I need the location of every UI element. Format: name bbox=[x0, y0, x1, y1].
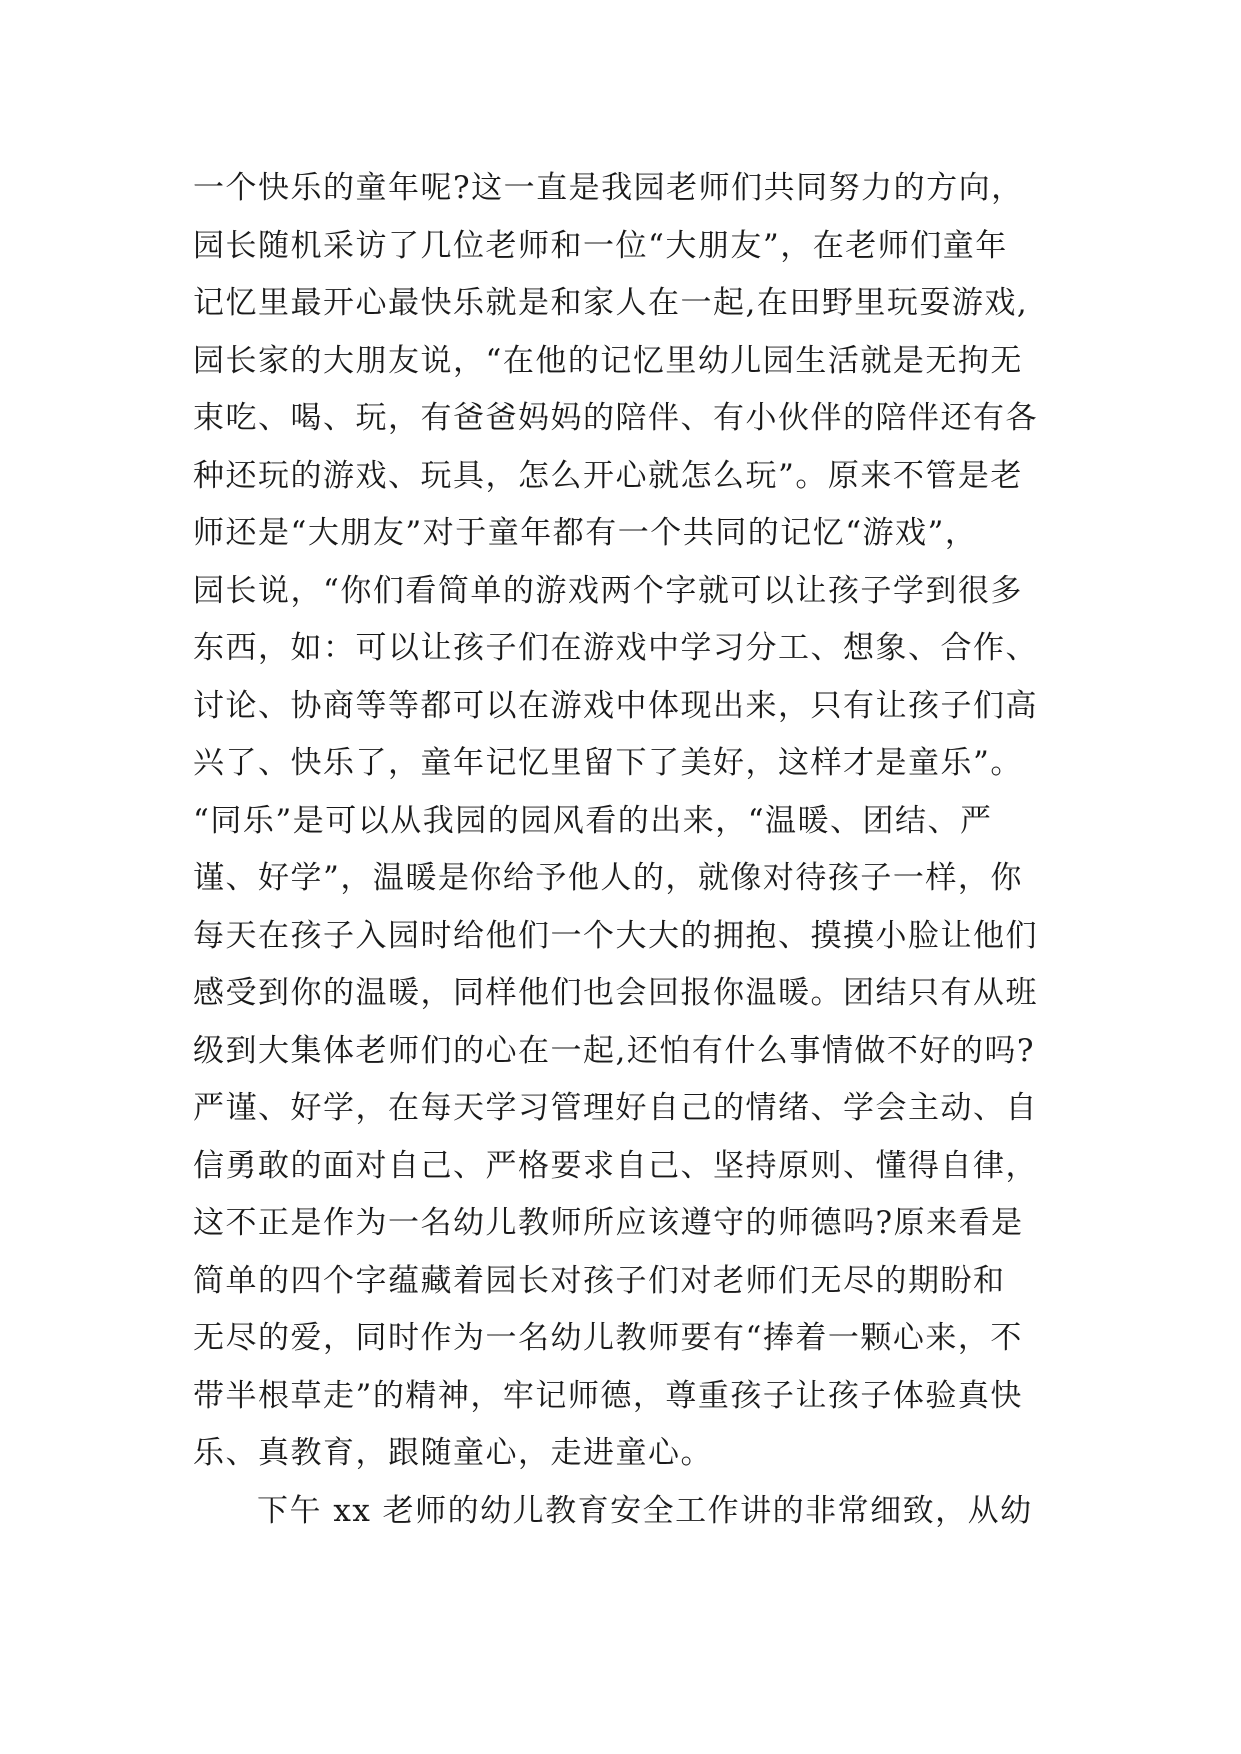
body-text bbox=[193, 160, 1073, 1540]
text-line: 严谨、好学，在每天学习管理好自己的情绪、学会主动、自 bbox=[193, 1090, 1038, 1126]
text-line: 讨论、协商等等都可以在游戏中体现出来，只有让孩子们高 bbox=[193, 687, 1038, 724]
text-line: 束吃、喝、玩，有爸爸妈妈的陪伴、有小伙伴的陪伴还有各 bbox=[193, 400, 1038, 436]
text-line: 园长随机采访了几位老师和一位“大朋友”，在老师们童年 bbox=[193, 227, 1008, 264]
text-line: 带半根草走”的精神，牢记师德，尊重孩子让孩子体验真快 bbox=[193, 1377, 1023, 1414]
text-line: 感受到你的温暖，同样他们也会回报你温暖。团结只有从班 bbox=[193, 975, 1038, 1011]
text-line: 种还玩的游戏、玩具，怎么开心就怎么玩”。原来不管是老 bbox=[193, 457, 1023, 494]
text-line: 这不正是作为一名幼儿教师所应该遵守的师德吗?原来看是 bbox=[193, 1205, 1024, 1241]
text-line: 级到大集体老师们的心在一起,还怕有什么事情做不好的吗? bbox=[193, 1032, 1035, 1069]
text-line: “同乐”是可以从我园的园风看的出来，“温暖、团结、严 bbox=[193, 802, 993, 839]
text-line: 谨、好学”，温暖是你给予他人的，就像对待孩子一样，你 bbox=[193, 860, 1023, 896]
text-line: 无尽的爱，同时作为一名幼儿教师要有“捧着一颗心来，不 bbox=[193, 1320, 1023, 1356]
text-line: 记忆里最开心最快乐就是和家人在一起,在田野里玩耍游戏, bbox=[193, 285, 1029, 321]
text-line: 东西，如：可以让孩子们在游戏中学习分工、想象、合作、 bbox=[193, 630, 1038, 666]
text-line: 每天在孩子入园时给他们一个大大的拥抱、摸摸小脸让他们 bbox=[193, 917, 1038, 954]
text-line: 乐、真教育，跟随童心，走进童心。 bbox=[193, 1435, 713, 1471]
text-line: 园长家的大朋友说，“在他的记忆里幼儿园生活就是无拘无 bbox=[193, 342, 1023, 379]
text-line: 园长说，“你们看简单的游戏两个字就可以让孩子学到很多 bbox=[193, 572, 1023, 609]
text-line: 兴了、快乐了，童年记忆里留下了美好，这样才是童乐”。 bbox=[193, 745, 1023, 781]
text-line: 一个快乐的童年呢?这一直是我园老师们共同努力的方向， bbox=[193, 170, 1024, 206]
paragraph-start-line: 下午 xx 老师的幼儿教育安全工作讲的非常细致，从幼 bbox=[257, 1492, 1033, 1529]
text-line: 信勇敢的面对自己、严格要求自己、坚持原则、懂得自律， bbox=[193, 1147, 1038, 1184]
text-line: 简单的四个字蕴藏着园长对孩子们对老师们无尽的期盼和 bbox=[193, 1262, 1006, 1299]
text-line: 师还是“大朋友”对于童年都有一个共同的记忆“游戏”， bbox=[193, 515, 978, 551]
